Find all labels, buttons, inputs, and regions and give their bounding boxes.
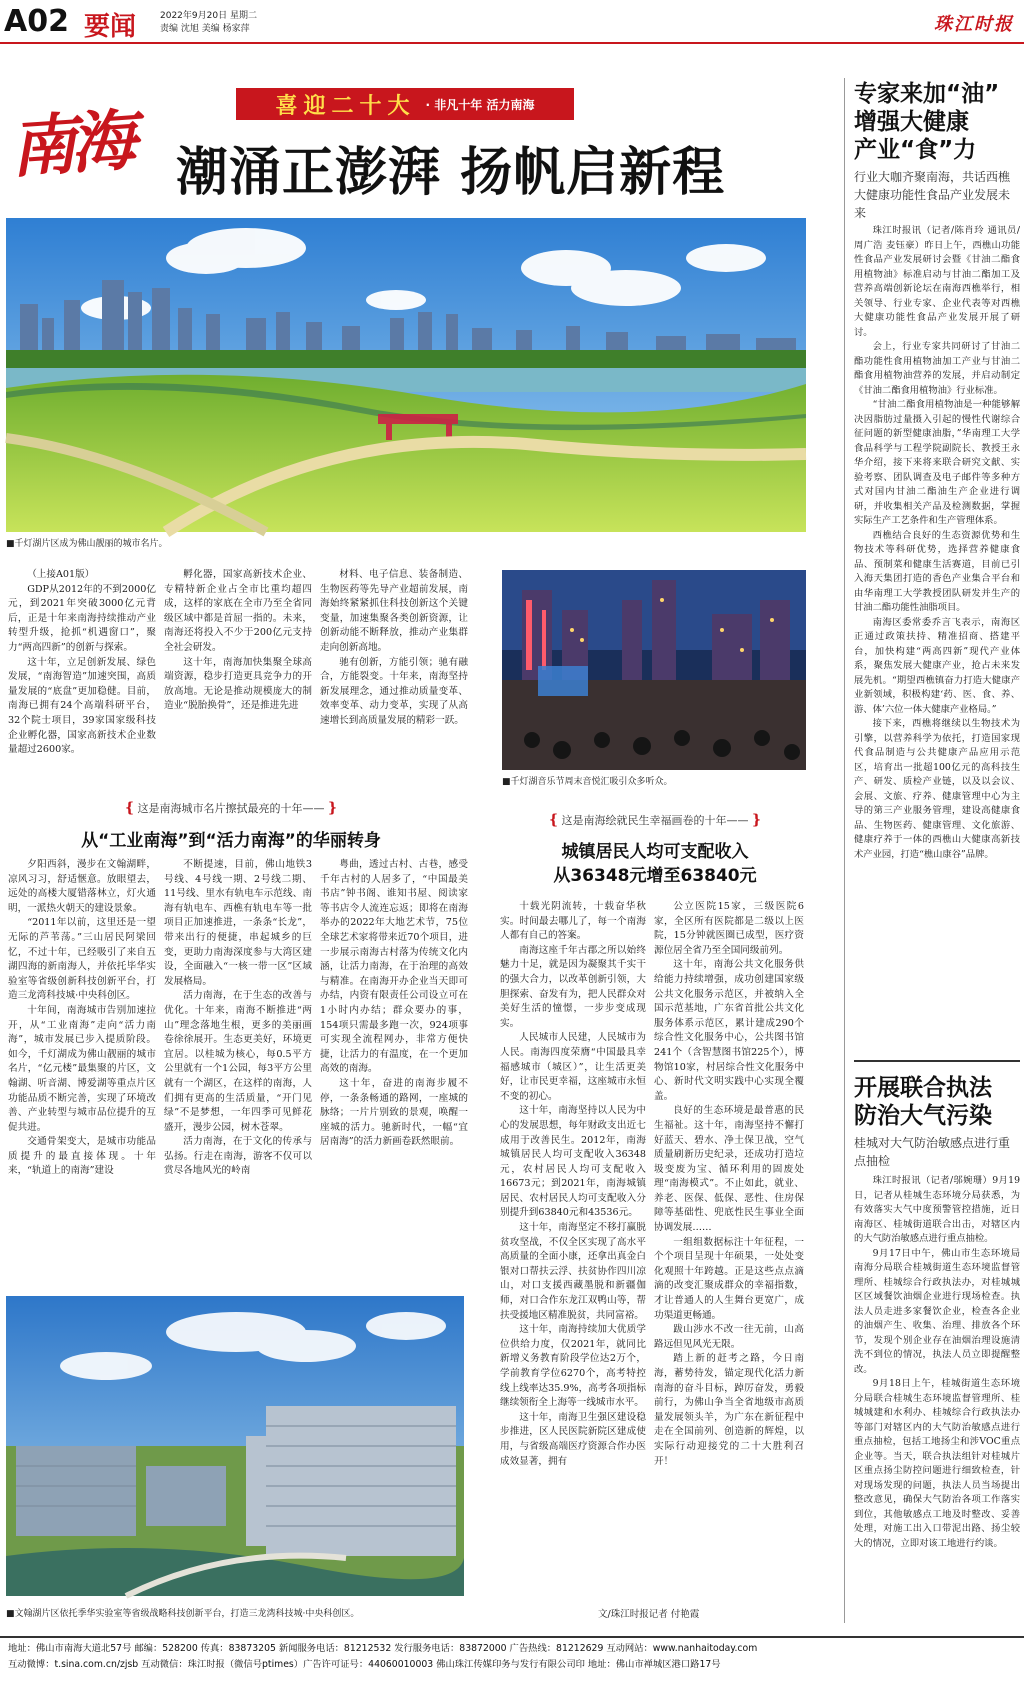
- footer-line2: 互动微博：t.sina.com.cn/zjsb 互动微信：珠江时报（微信号ptimes）广告许可证号：44060010003 佛山珠江传媒印务与发行有限公司印 地址：佛山市禅城区港口路17号: [8, 1659, 721, 1670]
- column-divider: [844, 78, 845, 1623]
- banner-sub-text: · 非凡十年 活力南海: [425, 97, 535, 112]
- mid-kicker-text: 这是南海绘就民生幸福画卷的十年——: [561, 814, 749, 827]
- paragraph: 这十年，南海坚持以人民为中心的发展思想，每年财政支出近七成用于改善民生。2012年，南海城镇居民人均可支配收入36348元，农村居民人均可支配收入16673元；到2021年，南海城镇居民、农村居民人均可支配收入分别提升到63840元和43536元。: [500, 1105, 646, 1219]
- lead-article-col3: [320, 568, 468, 744]
- left-section-col2: [164, 858, 312, 1288]
- mid-section-col1: [500, 900, 646, 1590]
- paragraph: 接下来，西樵将继续以生物技术为引擎，以营养科学为依托，打造国家现代食品制造与公共健康产品应用示范区，培育出一批超100亿元的高科技生产、研发、质检产业链，以及以会议、会展、文旅、疗养、健康管理中心为主导的第三产业服务管理，建设高健康食品、生物医药、健康管理、文化旅游、健康疗养于一体的西樵山大健康高新技术产业园，打造“樵山康谷”品牌。: [854, 718, 1020, 860]
- hero-caption: ■千灯湖片区成为佛山靓丽的城市名片。: [6, 539, 168, 549]
- paragraph: 会上，行业专家共同研讨了甘油二酯功能性食用植物油加工产业与甘油二酯食用植物油营养的发展，并启动制定《甘油二酯食用植物油》行业标准。: [854, 341, 1020, 396]
- sidebar-top-title-line1: 专家来加“油”: [854, 81, 1000, 107]
- paragraph: 跋山涉水不改一往无前，山高路远但见风光无限。: [654, 1324, 804, 1350]
- music-festival-photo: [502, 570, 806, 770]
- paragraph: 珠江时报讯（记者/陈肖玲 通讯员/周广浩 麦钰豪）昨日上午，西樵山功能性食品产业发展研讨会暨《甘油二酯食用植物油》标准启动与甘油二酯加工及营养高端创新论坛在南海西樵举行，相关领导、行业专家、企业代表等对西樵大健康功能性食品产业发展开展了研讨。: [854, 225, 1020, 338]
- wenhan-lake-illustration: [6, 1296, 464, 1596]
- editors-line: 责编 沈旭 美编 杨家萍: [160, 24, 250, 34]
- paragraph: 十载光阴流转，十载奋华秋实。时间最去哪儿了，每一个南海人都有自己的答案。: [500, 901, 646, 942]
- paragraph: 粤曲，透过古村、古巷，感受千年古村的人居多了，“中国最美书店”钟书阁、谁知书屋、阅读家等书店令人流连忘返；即将在南海举办的2022年大地艺术节，75位全球艺术家将带来近70个项目，进一步展示南海古村落为传统文化内涵，让活力南海，在于治理的高效与精准。在南海开办企业当天即可办结，内资有限责任公司设立可在1小时内办结；群众要办的事，154项只需最多跑一次，924项事可实现全流程网办，非常方便快捷，让活力的有温度，在一个更加高效的南海。: [320, 859, 468, 1075]
- left-kicker-text: 这是南海城市名片擦拭最亮的十年——: [137, 802, 325, 815]
- sidebar-rule: [854, 1060, 1020, 1062]
- sidebar-bottom-body: [854, 1174, 1020, 1630]
- paragraph: 人民城市人民建，人民城市为人民。南海四度荣膺“中国最具幸福感城市（城区）”，让生活更美好，让市民更幸福，这座城市永恒不变的初心。: [500, 1032, 646, 1102]
- page-footer: [0, 1636, 1024, 1681]
- place-calligraphy: 南海: [7, 100, 133, 188]
- sidebar-top-title-line2: 增强大健康: [854, 109, 969, 135]
- page-number: A02: [4, 4, 69, 39]
- main-headline: 潮涌正澎湃 扬帆启新程: [176, 143, 726, 203]
- paragraph: 一组组数据标注十年征程，一个个项目呈现十年硕果，一处处变化观照十年跨越。正是这些点点滴滴的改变汇聚成群众的幸福指数，才让普通人的人生舞台更宽广，成功渠道更畅通。: [654, 1236, 804, 1321]
- sidebar-bottom-title: [854, 1074, 992, 1130]
- sidebar-bottom-title-line1: 开展联合执法: [854, 1075, 992, 1101]
- sidebar-top-title: [854, 80, 999, 164]
- paper-logo: 珠江时报: [934, 14, 1014, 35]
- hero-photo: [6, 218, 806, 532]
- paragraph: 公立医院15家，三级医院6家，全区所有医院都是二级以上医院，15分钟就医圈已成型，医疗资源位居全省乃至全国同级前列。: [654, 901, 804, 956]
- paragraph: 南海区委常委乔言飞表示，南海区正通过政策扶持、精准招商、搭建平台，加快构建“两高四新”现代产业体系，聚焦发展大健康产业，抢占未来发展先机。“期望西樵镇奋力打造大健康产业新领域，积极构建‘药、医、食、养、游、体’六位一体大健康产业格局。”: [854, 616, 1020, 715]
- wenhan-lake-caption: ■文翰湖片区依托季华实验室等省级战略科技创新平台，打造三龙湾科技城·中央科创区。: [6, 1609, 360, 1619]
- sidebar-bottom-title-line2: 防治大气污染: [854, 1103, 992, 1129]
- sidebar-top-title-line3: 产业“食”力: [854, 137, 977, 163]
- banner-main-text: 喜迎二十大: [275, 92, 416, 119]
- section-name: 要闻: [84, 12, 137, 42]
- paragraph: （上接A01版）: [27, 569, 95, 580]
- left-section-kicker: { 这是南海城市名片擦拭最亮的十年—— }: [124, 800, 338, 816]
- paragraph: 十年间，南海城市告别加速拉开，从“工业南海”走向“活力南海”，城市发展已步入提质阶段。如今，千灯湖成为佛山靓丽的城市名片，“亿元楼”最集聚的片区，文翰湖、听音湖、博爱湖等重点片区功能品质不断完善，实现了环境改善、产业转型与城市品位提升的互促共进。: [8, 1004, 156, 1133]
- paragraph: 南海这座千年古郡之所以始终魅力十足，就是因为凝聚其千实干的强大合力，以改革创新引领，大胆探索、奋发有为，把人民群众对美好生活的憧憬，一步步变成现实。: [500, 944, 646, 1029]
- mid-title-line1: 城镇居民人均可支配收入: [561, 842, 749, 862]
- lead-article-col2: [164, 568, 312, 744]
- paragraph: 这十年，南海公共文化服务供给能力持续增强，成功创建国家级公共文化服务示范区，并被纳入全国示范基地，广东省首批公共文化服务体系示范区，累计建成290个综合性文化服务中心，公共图书馆241个（含智慧图书馆225个），博物馆10家，村居综合性文化服务中心、新时代文明实践中心实现全覆盖。: [654, 959, 804, 1102]
- paragraph: 这十年，南海坚定不移打赢脱贫攻坚战，不仅全区实现了高水平高质量的全面小康，还拿出真金白银对口帮扶云浮、扶贫协作四川凉山，对口支援西藏墨脱和新疆伽师，对口合作东龙江双鸭山等，帮扶受援地区精准脱贫，共同富裕。: [500, 1222, 646, 1321]
- mid-section-kicker: { 这是南海绘就民生幸福画卷的十年—— }: [548, 812, 762, 828]
- mid-byline: 文/珠江时报记者 付艳霞: [598, 1609, 700, 1620]
- paragraph: 这十年，南海加快集聚全球高端资源，稳步打造更具竞争力的开放高地。无论是推动规模庞大的制造业“脱胎换骨”，还是推进先进: [164, 656, 312, 712]
- paragraph: 良好的生态环境是最普惠的民生福祉。这十年，南海坚持不懈打好蓝天、碧水、净土保卫战，空气质量刷新历史纪录，还成功打造垃圾变废为宝、循环利用的固废处理“南海模式”。不止如此，就业、养老、医保、低保、恶性、住房保障等基础性、兜底性民生事业全面协调发展……: [654, 1105, 804, 1234]
- mid-section-title: [490, 840, 820, 888]
- sidebar-top-body: [854, 224, 1020, 1044]
- wenhan-lake-photo: [6, 1296, 464, 1596]
- paragraph: “甘油二酯食用植物油是一种能够解决因脂肪过量摄入引起的慢性代谢综合征问题的新型健康油脂，”华南理工大学食品科学与工程学院副院长、教授王永华介绍，接下来将来联合研究文献、实验考察、团队调查及电子邮件等多种方式对国内甘油二酯油生产企业进行调研，并收集相关产品及检测数据，掌握实际生产工艺条件和生产管理体系。: [854, 399, 1020, 526]
- paragraph: 孵化器，国家高新技术企业、专精特新企业占全市比重均超四成，这样的家底在全市乃至全省同级区域中都是首屈一指的。未来，南海还将投入不少于200亿元支持全社会研发。: [164, 569, 312, 653]
- paragraph: 这十年，南海持续加大优质学位供给力度，仅2021年，就同比新增义务教育阶段学位达2万个，学前教育学位6270个，高考特控线上线率达35.9%，高考各项指标继续领衔全上海等一线城市水平。: [500, 1324, 646, 1409]
- paragraph: 9月17日中午，佛山市生态环境局南海分局联合桂城街道生态环境监督管理所、桂城综合行政执法办，对桂城城区区域餐饮油烟企业进行现场检查。执法人员走进多家餐饮企业，检查各企业的油烟产生、收集、治理、排放各个环节，发现个别企业存在油烟治理设施清洗不到位的情况，执法人员立即提醒整改。: [854, 1247, 1020, 1375]
- paragraph: 这十年，南海卫生强区建设稳步推进，区人民医院新院区建成使用，与省级高端医疗资源合作办医成效显著，拥有: [500, 1411, 646, 1467]
- sidebar-bottom-subtitle: 桂城对大气防治敏感点进行重点抽检: [854, 1136, 1011, 1168]
- paragraph: 交通骨架变大，是城市功能品质提升的最直接体现。十年来，“轨道上的南海”建设: [8, 1136, 156, 1177]
- masthead: [0, 0, 1024, 44]
- theme-banner: [236, 88, 574, 120]
- paragraph: 夕阳西斜，漫步在文翰湖畔，凉风习习，舒适惬意。放眼望去，远处的高楼大厦错落林立，灯火通明，一派热火朝天的建设景象。: [8, 859, 156, 914]
- paragraph: 活力南海，在于生态的改善与优化。十年来，南海不断推进“两山”理念落地生根，更多的美丽画卷徐徐展开。生态更美好，环境更宜居。以桂城为核心，每0.5平方公里就有一个1公园，每3平方公里就有一个湖区，在这样的南海，人们拥有更高的生活质量，“开门见绿”不是梦想，一年四季可见鲜花盛开，漫步公园，树木苍翠。: [164, 990, 312, 1133]
- left-section-col1: [8, 858, 156, 1288]
- paragraph: 西樵结合良好的生态资源优势和生物技术等科研优势，选择营养健康食品、预制菜和健康生活赛道，目前已引入海天集团打造的香色产业集合平台和由华南理工大学教授团队研发并生产的甘油二酯功能性油脂项目。: [854, 529, 1020, 613]
- sidebar-top-subtitle: 行业大咖齐聚南海，共话西樵大健康功能性食品产业发展未来: [854, 170, 1011, 220]
- paragraph: 珠江时报讯（记者/邬婉珊）9月19日，记者从桂城生态环境分局获悉，为有效落实大气中度预警管控措施，近日南海区、桂城街道联合出击，对辖区内的大气防治敏感点进行重点抽检。: [854, 1175, 1020, 1244]
- masthead-info: [160, 10, 257, 36]
- paragraph: 材料、电子信息、装备制造、生物医药等先导产业超前发展，南海始终紧紧抓住科技创新这个关键变量，加速集聚各类创新资源，让创新动能不断释放，推动产业集群走向创新高地。: [320, 569, 468, 653]
- paragraph: 驰有创新，方能引领；驰有融合，方能裂变。十年来，南海坚持新发展理念，通过推动质量变革、效率变革、动力变革，实现了从高速增长到高质量发展的精彩一跃。: [320, 656, 468, 726]
- paragraph: 不断提速，目前，佛山地铁3号线、4号线一期、2号线二期、11号线、里水有轨电车示范线、南海有轨电车、西樵有轨电车等一批项目正加速推进，一条条“长龙”，带来出行的便捷，串起城乡的巨变，更助力南海深度参与大湾区建设，全面融入“一核一带一区”区域发展格局。: [164, 859, 312, 987]
- mid-section-col2: [654, 900, 804, 1590]
- footer-line1: 地址：佛山市南海大道北57号 邮编：528200 传真：83873205 新闻服务电话：81212532 发行服务电话：83872000 广告热线：81212629 互动网站：www.nanhaitoday.com: [8, 1643, 758, 1654]
- left-section-title: 从“工业南海”到“活力南海”的华丽转身: [81, 831, 381, 851]
- music-festival-illustration: [502, 570, 806, 770]
- paragraph: “2011年以前，这里还是一望无际的芦苇荡。”三山居民阿梁回忆，不过十年，已经吸引了来自五湖四海的新南海人，并依托毕华实验室等省级创新科技创新平台，打造三龙湾科技城·中央科创区。: [8, 917, 156, 1002]
- paragraph: 活力南海，在于文化的传承与弘扬。行走在南海，游客不仅可以赏尽各地风光的岭南: [164, 1136, 312, 1177]
- left-section-col3: [320, 858, 468, 1288]
- mid-title-line2: 从36348元增至63840元: [553, 866, 757, 886]
- paragraph: 这十年，立足创新发展、绿色发展，“南海智造”加速突围，高质量发展的“底盘”更加稳健。目前，南海已拥有24个高端科研平台，32个院士项目，39家国家级科技企业孵化器，国家高新技术企业数量超过2600家。: [8, 656, 156, 756]
- date-line: 2022年9月20日 星期二: [160, 11, 257, 21]
- paragraph: 踏上新的赶考之路，今日南海，蓄势待发，锚定现代化活力新南海的奋斗目标，踔厉奋发，勇毅前行，为佛山争当全省地级市高质量发展领头羊，为广东在新征程中走在全国前列、创造新的辉煌，以实际行动迎接党的二十大胜利召开！: [654, 1353, 804, 1467]
- music-festival-caption: ■千灯湖音乐节周末音悦汇吸引众多听众。: [502, 777, 673, 787]
- lead-article-col1: [8, 568, 156, 756]
- paragraph: GDP从2012年的不到2000亿元，到2021年突破3000亿元背后，正是十年来南海持续推动产业转型升级，抢抓“机遇窗口”，聚力“两高四新”的创新与探索。: [8, 583, 156, 653]
- paragraph: 9月18日上午，桂城街道生态环境分局联合桂城生态环境监督管理所、桂城城建和水利办、桂城综合行政执法办等部门对辖区内的大气防治敏感点进行重点抽检，包括工地扬尘和涉VOC重点企业等。当天，联合执法组针对桂城片区重点扬尘防控问题进行细致检查，针对现场发现的问题，执法人员当场提出整改意见，确保大气防治各项工作落实到位，其他敏感点工地及时整改、妥善处理，对施工出入口带泥出路、扬尘较大的情况，立即对该工地进行约谈。: [854, 1378, 1020, 1549]
- hero-photo-illustration: [6, 218, 806, 532]
- paragraph: 这十年，奋进的南海步履不停，一条条畅通的路网，一座城的脉络；一片片别致的景观，唤醒一座城的活力。驰新时代，一幅“宜居南海”的活力新画卷跃然眼前。: [320, 1077, 468, 1148]
